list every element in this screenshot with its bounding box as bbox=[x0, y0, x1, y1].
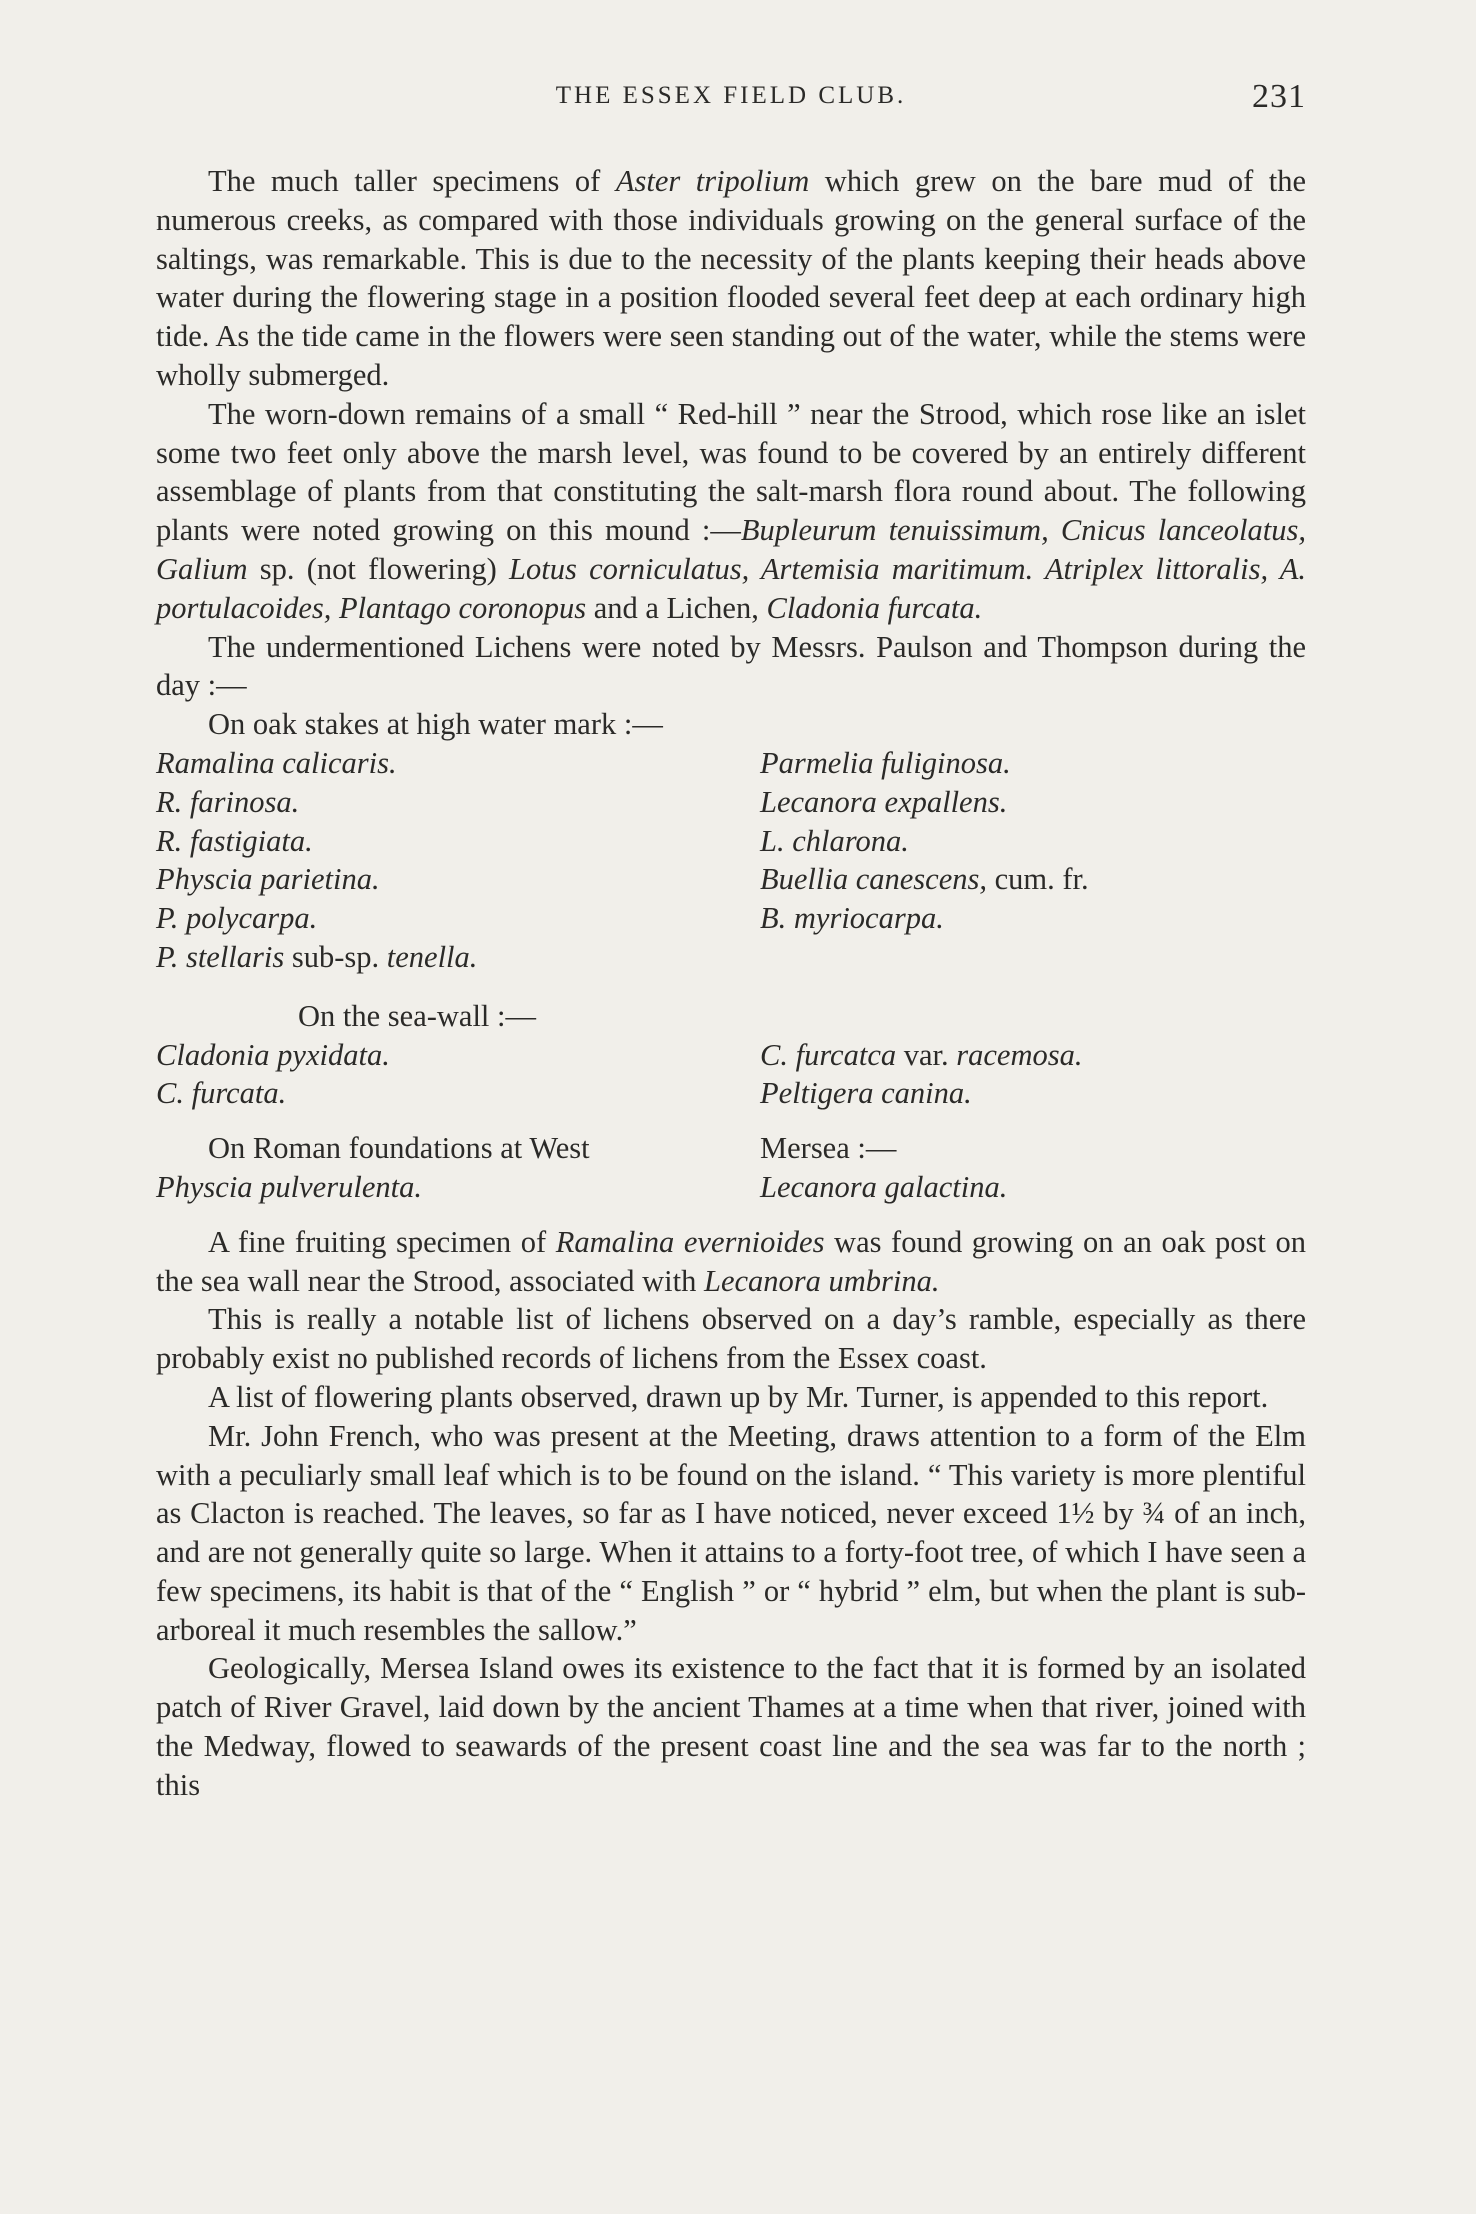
list-item: Lecanora galactina. bbox=[760, 1169, 1008, 1204]
list-item: P. stellaris sub-sp. tenella. bbox=[156, 939, 478, 974]
paragraph-aster bbox=[156, 162, 1306, 395]
species-name: Aster tripolium bbox=[615, 164, 810, 198]
species-name: Lecanora umbrina. bbox=[704, 1263, 940, 1298]
list-item: P. polycarpa. bbox=[156, 901, 318, 936]
list-item: Physcia pulverulenta. bbox=[156, 1169, 422, 1204]
species-name: Bupleurum tenuissimum, Cnicus lanceolatus, Galium bbox=[156, 513, 1306, 586]
body-text bbox=[156, 162, 1306, 1805]
text-span: The much taller specimens of bbox=[208, 164, 616, 198]
paragraph-red-hill bbox=[156, 395, 1306, 628]
list-item: Parmelia fuliginosa. bbox=[760, 745, 1011, 780]
list-item: Lecanora expallens. bbox=[760, 784, 1008, 819]
running-head: THE ESSEX FIELD CLUB. bbox=[555, 82, 907, 109]
paragraph-flowering-plants: A list of flowering plants observed, drawn up by Mr. Turner, is appended to this report. bbox=[208, 1379, 1269, 1414]
species-name: Lotus corniculatus, Artemisia maritimum. Atriplex littoralis, A. portulacoides, Plantago coronopus bbox=[156, 551, 1307, 625]
list-item: C. furcata. bbox=[156, 1076, 287, 1111]
list-item: R. farinosa. bbox=[156, 784, 300, 819]
paragraph-elm: Mr. John French, who was present at the Meeting, draws attention to a form of the Elm with a peculiarly small leaf which is to be found on the island. “ This variety is more plentiful as Clacton is reached. The leaves, so far as I have noticed, never exceed 1½ by ¾ of an inch, and are not generally quite so large. When it attains to a forty-foot tree, of which I have seen a few specimens, its habit is that of the “ English ” or “ hybrid ” elm, but when the plant is sub-arboreal it much resembles the sallow.” bbox=[156, 1418, 1306, 1647]
paragraph-ramalina bbox=[156, 1223, 1306, 1301]
list-item: L. chlarona. bbox=[760, 823, 909, 858]
roman-heading-end: Mersea :— bbox=[760, 1131, 897, 1166]
page-header bbox=[156, 78, 1306, 122]
paragraph-lichens-intro: The undermentioned Lichens were noted by Messrs. Paulson and Thompson during the day :— bbox=[156, 629, 1306, 703]
text-span: A fine fruiting specimen of bbox=[208, 1224, 556, 1259]
oak-list-left bbox=[156, 744, 760, 977]
list-item: C. furcatca var. racemosa. bbox=[760, 1037, 1083, 1072]
roman-list-left bbox=[156, 1129, 760, 1207]
oak-list-right bbox=[760, 744, 1306, 977]
paragraph-geology: Geologically, Mersea Island owes its existence to the fact that it is formed by an isolated patch of River Gravel, laid down by the ancient Thames at a time when that river, joined with the Medway, flowed to seawards of the present coast line and the sea was far to the north ; this bbox=[156, 1651, 1306, 1802]
text-span: and a Lichen, bbox=[586, 590, 767, 625]
page-number: 231 bbox=[1252, 78, 1306, 115]
sea-wall-list-left bbox=[156, 1036, 760, 1114]
paragraph-notable-list: This is really a notable list of lichens observed on a day’s ramble, especially as there probably exist no published records of lichens from the Essex coast. bbox=[156, 1302, 1306, 1376]
list-item: Ramalina calicaris. bbox=[156, 745, 397, 780]
species-name: Cladonia furcata. bbox=[766, 590, 983, 625]
text-span: The worn-down remains of a small “ Red-hill ” near the Strood, which rose like an islet some two feet only above the marsh level, was found to be covered by an entirely different assemblage of plants from that constituting the salt-marsh flora round about. The following plants were noted growing on this mound :— bbox=[156, 396, 1306, 548]
text-span: was found growing on an oak post on the sea wall near the Strood, associated with bbox=[156, 1224, 1306, 1298]
text-span: sp. (not flowering) bbox=[247, 551, 510, 586]
oak-stakes-heading: On oak stakes at high water mark :— bbox=[208, 707, 663, 742]
sea-wall-lichen-list bbox=[156, 1036, 1306, 1114]
sea-wall-list-right bbox=[760, 1036, 1306, 1114]
list-item: R. fastigiata. bbox=[156, 823, 313, 858]
list-item: Physcia parietina. bbox=[156, 862, 380, 897]
roman-list-right bbox=[760, 1129, 1306, 1207]
list-item: Cladonia pyxidata. bbox=[156, 1037, 390, 1072]
text-span: which grew on the bare mud of the numerous creeks, as compared with those individuals growing on the general surface of the saltings, was remarkable. This is due to the necessity of the plants keeping their heads above water during the flowering stage in a position flooded several feet deep at each ordinary high tide. As the tide came in the flowers were seen standing out of the water, while the stems were wholly submerged. bbox=[156, 164, 1306, 392]
list-item: B. myriocarpa. bbox=[760, 901, 944, 936]
roman-heading-start: On Roman foundations at West bbox=[208, 1131, 590, 1166]
roman-foundations-list bbox=[156, 1129, 1306, 1207]
species-name: Ramalina evernioides bbox=[555, 1224, 825, 1259]
oak-lichen-list bbox=[156, 744, 1306, 977]
list-item: Peltigera canina. bbox=[760, 1076, 972, 1111]
sea-wall-heading: On the sea-wall :— bbox=[298, 998, 536, 1033]
list-item: Buellia canescens, cum. fr. bbox=[760, 862, 1089, 897]
